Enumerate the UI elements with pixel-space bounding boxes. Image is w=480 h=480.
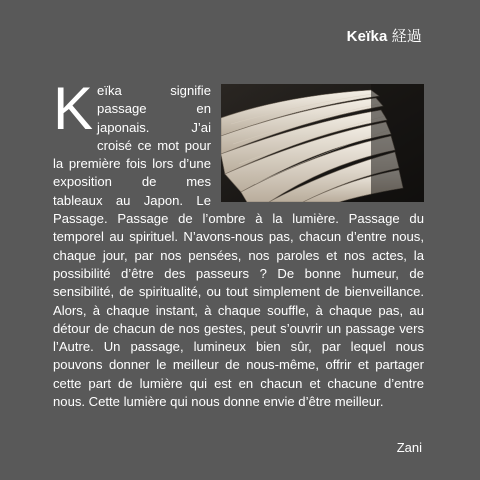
title-text: Keïka xyxy=(346,28,388,45)
paper-sculpture-photo xyxy=(221,84,424,202)
title-kanji: 経過 xyxy=(391,28,422,45)
signature: Zani xyxy=(396,440,422,455)
article xyxy=(53,75,424,411)
article-body: eïka signifie passage en japonais. J’ai croisé ce mot pour la première fois lors d’une exposition de mes tableaux au Japon. Le Passage. Passage de l’ombre à la lumière. Passage du temporel au spirituel. N’avons-nous pas, chacun d’entre nous, chaque jour, par nos pensées, nos paroles et nos actes, la possibilité d’être des passeurs ? De bonne humeur, de sensibilité, de spiritualité, ou tout simplement de bienveillance. Alors, à chaque instant, à chaque souffle, à chaque pas, au détour de chacun de nos gestes, peut s’ouvrir un passage vers l’Autre. Un passage, lumineux bien sûr, par lequel nous pouvons donner le meilleur de nous-même, offrir et partager cette part de lumière qui est en chacun et chacune d’entre nous. Cette lumière qui nous donne envie d’être meilleur. xyxy=(53,83,424,410)
drop-cap: K xyxy=(53,75,94,142)
page-title xyxy=(347,25,422,46)
